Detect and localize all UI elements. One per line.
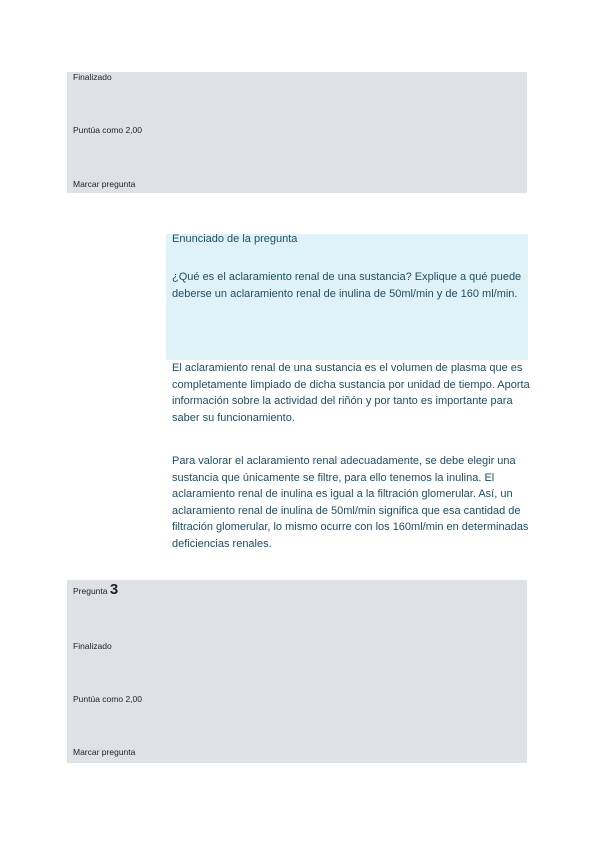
flag-question-link[interactable]: Marcar pregunta <box>73 747 136 757</box>
question-number: 3 <box>109 581 119 598</box>
question-state: Finalizado <box>73 72 112 82</box>
answer-paragraph-1: El aclaramiento renal de una sustancia es el volumen de plasma que es completamente limpiado de dicha sustancia por unidad de tiempo. Aporta información sobre la actividad del riñón y por tanto es importante para saber su funcionamiento. <box>172 362 530 424</box>
question-state: Finalizado <box>73 641 112 651</box>
question-statement-label: Enunciado de la pregunta <box>172 233 298 245</box>
question-3-info-panel <box>67 580 527 763</box>
question-grade: Puntúa como 2,00 <box>73 125 142 135</box>
answer-paragraph-2: Para valorar el aclaramiento renal adecuadamente, se debe elegir una sustancia que únicamente se filtre, para ello tenemos la inulina. El aclaramiento renal de inulina es igual a la filtración glomerular. Así, un aclaramiento renal de inulina de 50ml/min significa que esa cantidad de filtración glomerular, lo mismo ocurre con los 160ml/min en determinadas deficiencias renales. <box>172 455 529 550</box>
question-heading <box>73 581 118 598</box>
question-text-panel <box>166 234 528 360</box>
question-2-info-panel <box>67 72 527 193</box>
question-grade: Puntúa como 2,00 <box>73 694 142 704</box>
question-heading-label: Pregunta <box>73 586 108 596</box>
flag-question-link[interactable]: Marcar pregunta <box>73 179 136 189</box>
question-text: ¿Qué es el aclaramiento renal de una sustancia? Explique a qué puede deberse un aclaramiento renal de inulina de 50ml/min y de 160 ml/min. <box>172 271 522 300</box>
